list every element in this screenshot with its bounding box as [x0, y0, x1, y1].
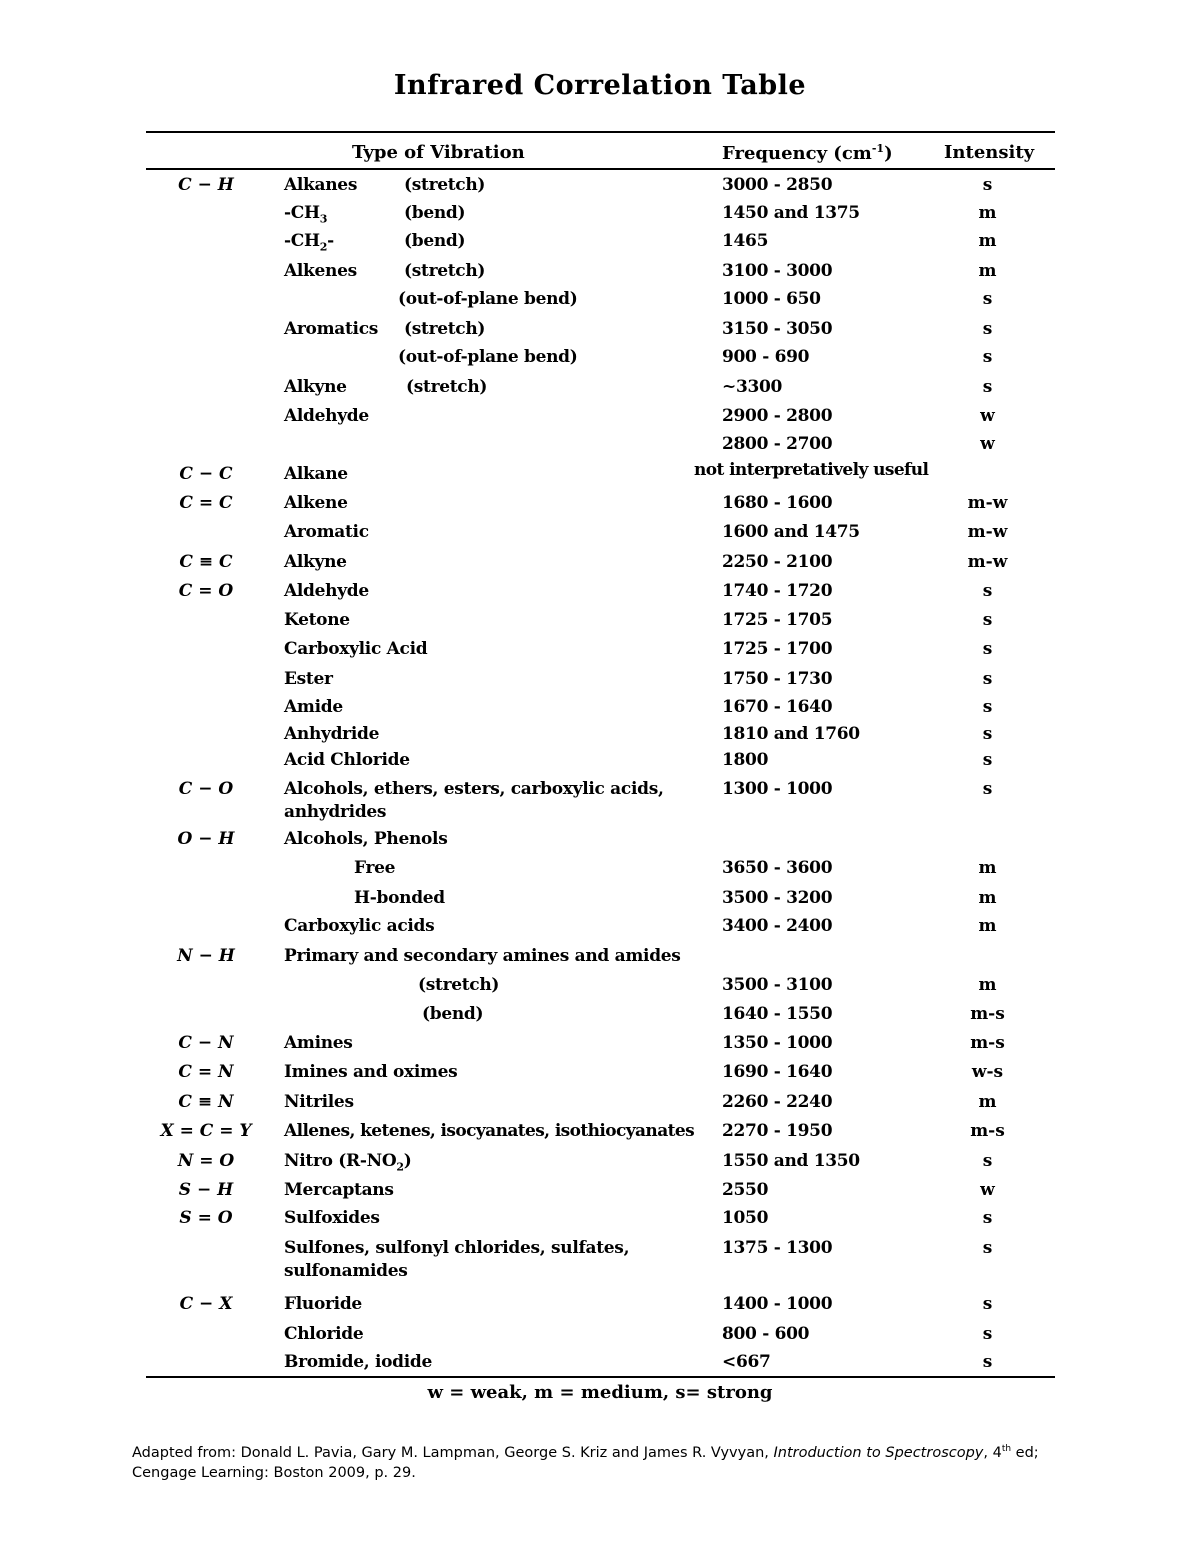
- source-citation: Adapted from: Donald L. Pavia, Gary M. Lampman, George S. Kriz and James R. Vyvyan, Introduction to Spectroscopy, 4th ed;: [132, 1444, 1039, 1461]
- vibration-name: Ester: [284, 669, 333, 689]
- bond-label: N − H: [177, 946, 235, 966]
- table-bottom-rule: [146, 1376, 1055, 1378]
- frequency-value: 1465: [722, 231, 769, 251]
- intensity-value: m: [978, 261, 997, 281]
- frequency-value: 1800: [722, 750, 769, 770]
- intensity-value: s: [982, 1238, 993, 1258]
- intensity-value: s: [982, 669, 993, 689]
- intensity-value: m: [978, 203, 997, 223]
- intensity-value: m-w: [967, 522, 1008, 542]
- bond-label: O − H: [177, 829, 235, 849]
- bond-label: C − C: [179, 464, 233, 484]
- frequency-value: 1000 - 650: [722, 289, 821, 309]
- bond-label: C − X: [179, 1294, 233, 1314]
- intensity-value: s: [982, 175, 993, 195]
- vibration-name: H-bonded: [354, 888, 445, 908]
- frequency-value: 3500 - 3100: [722, 975, 833, 995]
- frequency-value: 3150 - 3050: [722, 319, 833, 339]
- intensity-value: s: [982, 581, 993, 601]
- header-type: Type of Vibration: [352, 142, 525, 163]
- bond-label: X = C = Y: [160, 1121, 252, 1141]
- bond-label: S = O: [179, 1208, 233, 1228]
- frequency-value: 1725 - 1700: [722, 639, 833, 659]
- vibration-name: Amines: [284, 1033, 353, 1053]
- vibration-name: Imines and oximes: [284, 1062, 458, 1082]
- bond-label: S − H: [178, 1180, 234, 1200]
- vibration-name: Alkyne: [284, 377, 347, 397]
- vibration-name: Acid Chloride: [284, 750, 410, 770]
- frequency-value: 3400 - 2400: [722, 916, 833, 936]
- frequency-value: 2270 - 1950: [722, 1121, 833, 1141]
- intensity-legend: w = weak, m = medium, s= strong: [427, 1382, 773, 1403]
- intensity-value: s: [982, 1208, 993, 1228]
- intensity-value: m: [978, 975, 997, 995]
- frequency-value: 1600 and 1475: [722, 522, 860, 542]
- bond-label: C − N: [178, 1033, 234, 1053]
- vibration-mode: (stretch): [404, 175, 486, 195]
- header-frequency: Frequency $(cm^{-1})$: [722, 142, 893, 164]
- vibration-mode: (out-of-plane bend): [398, 289, 578, 309]
- intensity-value: m-s: [970, 1004, 1005, 1024]
- vibration-name: $-CH_3$: [284, 203, 328, 226]
- intensity-value: m: [978, 858, 997, 878]
- intensity-value: m: [978, 1092, 997, 1112]
- vibration-name: Sulfones, sulfonyl chlorides, sulfates,: [284, 1238, 630, 1258]
- frequency-value: 1400 - 1000: [722, 1294, 833, 1314]
- vibration-mode: (stretch): [404, 261, 486, 281]
- bond-label: C = C: [179, 493, 233, 513]
- frequency-value: 1810 and 1760: [722, 724, 860, 744]
- intensity-value: w-s: [971, 1062, 1004, 1082]
- vibration-name: Aromatic: [284, 522, 369, 542]
- vibration-name: $-CH_2-$: [284, 231, 334, 254]
- frequency-value: 1670 - 1640: [722, 697, 833, 717]
- source-citation-line2: Cengage Learning: Boston 2009, p. 29.: [132, 1465, 416, 1481]
- page-title: Infrared Correlation Table: [393, 70, 807, 101]
- bond-label: C = N: [178, 1062, 234, 1082]
- intensity-value: m: [978, 916, 997, 936]
- frequency-value: 1750 - 1730: [722, 669, 833, 689]
- intensity-value: s: [982, 377, 993, 397]
- intensity-value: s: [982, 1324, 993, 1344]
- bond-label: C ≡ N: [178, 1092, 234, 1112]
- intensity-value: s: [982, 1352, 993, 1372]
- frequency-value: 1680 - 1600: [722, 493, 833, 513]
- frequency-value: 2250 - 2100: [722, 552, 833, 572]
- frequency-value: 3500 - 3200: [722, 888, 833, 908]
- intensity-value: w: [980, 1180, 995, 1200]
- intensity-value: s: [982, 639, 993, 659]
- frequency-value: 3650 - 3600: [722, 858, 833, 878]
- frequency-value: 1690 - 1640: [722, 1062, 833, 1082]
- vibration-name: Alkene: [284, 493, 348, 513]
- frequency-value: 1740 - 1720: [722, 581, 833, 601]
- frequency-value: 1050: [722, 1208, 769, 1228]
- vibration-name: Ketone: [284, 610, 350, 630]
- frequency-value: not interpretatively useful: [694, 460, 929, 480]
- vibration-name: Free: [354, 858, 396, 878]
- vibration-name: Nitriles: [284, 1092, 354, 1112]
- intensity-value: m-w: [967, 552, 1008, 572]
- vibration-name: Aromatics: [284, 319, 379, 339]
- intensity-value: m-w: [967, 493, 1008, 513]
- vibration-mode: (bend): [404, 203, 466, 223]
- intensity-value: s: [982, 289, 993, 309]
- vibration-mode: (stretch): [404, 319, 486, 339]
- bond-label: N = O: [177, 1151, 235, 1171]
- frequency-value: <667: [722, 1352, 771, 1372]
- vibration-name: Allenes, ketenes, isocyanates, isothiocyanates: [284, 1121, 695, 1141]
- vibration-name: Alcohols, Phenols: [284, 829, 448, 849]
- vibration-name: Alcohols, ethers, esters, carboxylic acids,: [284, 779, 664, 799]
- vibration-name: Bromide, iodide: [284, 1352, 432, 1372]
- intensity-value: m: [978, 888, 997, 908]
- vibration-name-continued: anhydrides: [284, 802, 387, 822]
- vibration-name: Carboxylic acids: [284, 916, 435, 936]
- frequency-value: 1450 and 1375: [722, 203, 860, 223]
- vibration-name: Sulfoxides: [284, 1208, 380, 1228]
- vibration-mode: (stretch): [418, 975, 500, 995]
- vibration-name: Alkane: [284, 464, 348, 484]
- vibration-mode: (bend): [422, 1004, 484, 1024]
- intensity-value: s: [982, 697, 993, 717]
- frequency-value: 2260 - 2240: [722, 1092, 833, 1112]
- frequency-value: 2900 - 2800: [722, 406, 833, 426]
- header-intensity: Intensity: [944, 142, 1035, 163]
- table-top-rule: [146, 131, 1055, 133]
- frequency-value: ~3300: [722, 377, 783, 397]
- vibration-mode: (bend): [404, 231, 466, 251]
- vibration-name: Mercaptans: [284, 1180, 394, 1200]
- frequency-value: 1725 - 1705: [722, 610, 833, 630]
- frequency-value: 1375 - 1300: [722, 1238, 833, 1258]
- intensity-value: m: [978, 231, 997, 251]
- vibration-name: Alkenes: [284, 261, 357, 281]
- frequency-value: 1550 and 1350: [722, 1151, 860, 1171]
- intensity-value: s: [982, 319, 993, 339]
- vibration-name-continued: sulfonamides: [284, 1261, 408, 1281]
- frequency-value: 1640 - 1550: [722, 1004, 833, 1024]
- intensity-value: s: [982, 1151, 993, 1171]
- vibration-name: Fluoride: [284, 1294, 362, 1314]
- bond-label: C = O: [178, 581, 234, 601]
- intensity-value: w: [980, 434, 995, 454]
- bond-label: C − O: [178, 779, 234, 799]
- vibration-name: Nitro $(R-NO_2)$: [284, 1151, 412, 1174]
- vibration-name: Amide: [284, 697, 343, 717]
- vibration-name: Anhydride: [284, 724, 380, 744]
- table-header-rule: [146, 168, 1055, 170]
- vibration-name: Aldehyde: [284, 581, 369, 601]
- frequency-value: 2550: [722, 1180, 769, 1200]
- frequency-value: 3100 - 3000: [722, 261, 833, 281]
- vibration-name: Alkanes: [284, 175, 358, 195]
- intensity-value: s: [982, 1294, 993, 1314]
- vibration-name: Carboxylic Acid: [284, 639, 428, 659]
- intensity-value: m-s: [970, 1033, 1005, 1053]
- vibration-name: Alkyne: [284, 552, 347, 572]
- vibration-name: Aldehyde: [284, 406, 369, 426]
- bond-label: C − H: [178, 175, 234, 195]
- bond-label: C ≡ C: [179, 552, 233, 572]
- vibration-mode: (stretch): [406, 377, 488, 397]
- intensity-value: m-s: [970, 1121, 1005, 1141]
- vibration-name: Chloride: [284, 1324, 364, 1344]
- intensity-value: s: [982, 724, 993, 744]
- frequency-value: 2800 - 2700: [722, 434, 833, 454]
- frequency-value: 800 - 600: [722, 1324, 810, 1344]
- vibration-mode: (out-of-plane bend): [398, 347, 578, 367]
- frequency-value: 3000 - 2850: [722, 175, 833, 195]
- intensity-value: w: [980, 406, 995, 426]
- frequency-value: 1350 - 1000: [722, 1033, 833, 1053]
- intensity-value: s: [982, 610, 993, 630]
- vibration-name: Primary and secondary amines and amides: [284, 946, 681, 966]
- intensity-value: s: [982, 347, 993, 367]
- intensity-value: s: [982, 750, 993, 770]
- frequency-value: 1300 - 1000: [722, 779, 833, 799]
- frequency-value: 900 - 690: [722, 347, 810, 367]
- intensity-value: s: [982, 779, 993, 799]
